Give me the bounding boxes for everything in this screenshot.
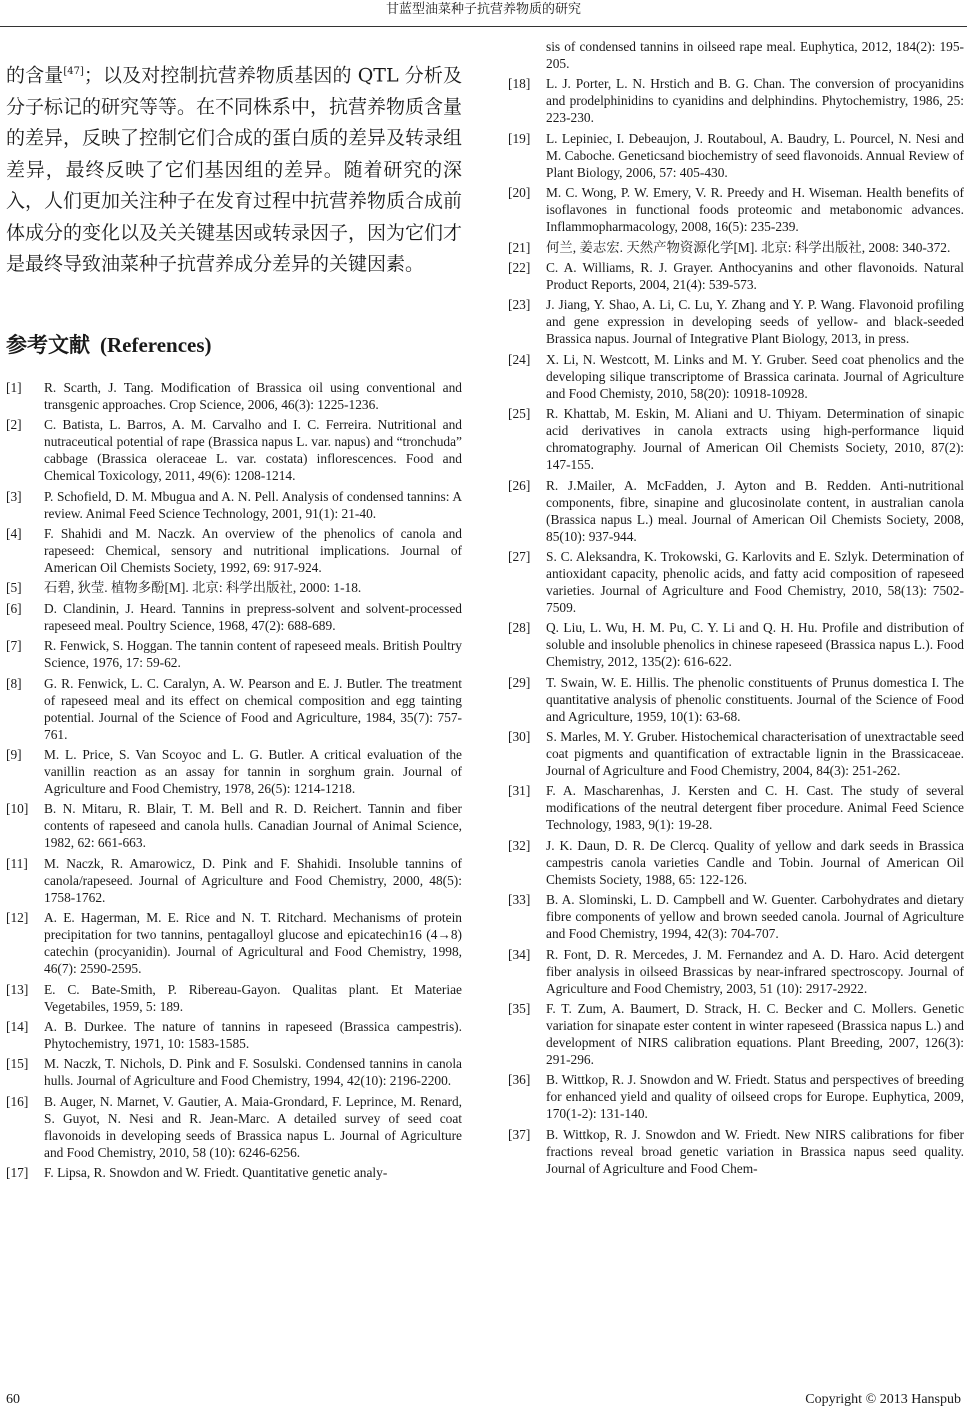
- reference-number: [31]: [508, 783, 531, 799]
- reference-number: [10]: [6, 801, 29, 817]
- reference-number: [7]: [6, 638, 22, 654]
- reference-text: C. Batista, L. Barros, A. M. Carvalho and I. C. Ferreira. Nutritional and nutraceutical potential of rape (Brassica napus L. var. napus) and “tronchuda” cabbage (Brassica oleraceae L. var. costata) inflorescences. Food and Chemical Toxicology, 2011, 49(6): 1208-1214.: [44, 417, 462, 484]
- reference-item: [508, 619, 964, 670]
- reference-text: L. Lepiniec, I. Debeaujon, J. Routaboul, A. Baudry, L. Pourcel, N. Nesi and M. Caboche. Geneticsand biochemistry of seed flavonoids. Annual Review of Plant Biology, 2006, 57: 405-430.: [546, 130, 964, 180]
- running-header-title: 甘蓝型油菜种子抗营养物质的研究: [385, 2, 581, 17]
- reference-item: [508, 1126, 964, 1177]
- reference-item: [6, 746, 462, 797]
- intro-text-post: ；以及对控制抗营养物质基因的 QTL 分析及分子标记的研究等等。在不同株系中，抗营养物质含量的差异，反映了控制它们合成的蛋白质的差异及转录组差异，最终反映了它们基因组的差异。随着研究的深入，人们更加关注种子在发育过程中抗营养物质合成前体成分的变化以及关关键基因或转录因子，因为它们才是最终导致油菜种子抗营养成分差异的关键因素。: [6, 64, 463, 276]
- reference-item: [6, 600, 462, 634]
- reference-text: C. A. Williams, R. J. Grayer. Anthocyanins and other flavonoids. Natural Product Reports, 2004, 21(4): 539-573.: [546, 259, 964, 292]
- reference-item: [6, 525, 462, 576]
- reference-number: [32]: [508, 837, 531, 853]
- reference-text: B. A. Slominski, L. D. Campbell and W. Guenter. Carbohydrates and dietary fibre components of yellow and brown seeded canola. Journal of Agriculture and Food Chemistry, 1994, 42(3): 704-707.: [546, 892, 964, 942]
- reference-text: B. Wittkop, R. J. Snowdon and W. Friedt. New NIRS calibrations for fiber fractions reveal broad genetic variation in Brassica napus seed quality. Journal of Agriculture and Food Chem-: [546, 1126, 964, 1176]
- reference-item: [508, 1071, 964, 1122]
- reference-number: [6]: [6, 600, 22, 616]
- reference-text: B. N. Mitaru, R. Blair, T. M. Bell and R. D. Reichert. Tannin and fiber contents of rapeseed and canola hulls. Canadian Journal of Animal Science, 1982, 62: 661-663.: [44, 801, 462, 851]
- reference-item: [6, 800, 462, 851]
- reference-number: [8]: [6, 675, 22, 691]
- reference-item: [6, 675, 462, 743]
- reference-number: [24]: [508, 351, 531, 367]
- reference-text: R. Fenwick, S. Hoggan. The tannin content of rapeseed meals. British Poultry Science, 1976, 17: 59-62.: [44, 638, 462, 671]
- reference-number: [33]: [508, 892, 531, 908]
- reference-text: S. C. Aleksandra, K. Trokowski, G. Karlovits and E. Szlyk. Determination of antioxidant capacity, phenolic acids, and fatty acid composition of rapeseed varieties. Journal of Agriculture and Food Chemistry, 2010, 58(13): 7502-7509.: [546, 548, 964, 615]
- reference-item: [508, 259, 964, 293]
- intro-paragraph: [6, 56, 462, 281]
- reference-item: [508, 891, 964, 942]
- reference-item: [508, 405, 964, 473]
- reference-number: [19]: [508, 130, 531, 146]
- reference-list-right: [508, 75, 964, 1176]
- reference-item: [6, 981, 462, 1015]
- reference-text: F. T. Zum, A. Baumert, D. Strack, H. C. Becker and C. Mollers. Genetic variation for sinapate ester content in winter rapeseed (Brassica napus L.) and development of NIRS calibration equations. Plant Breeding, 2007, 126(3): 291-296.: [546, 1001, 964, 1068]
- reference-text: 何兰, 姜志宏. 天然产物资源化学[M]. 北京: 科学出版社, 2008: 340-372.: [546, 239, 951, 255]
- reference-text: B. Auger, N. Marnet, V. Gautier, A. Maia-Grondard, F. Leprince, M. Renard, S. Guyot, N. Nesi and R. Jean-Marc. A detailed survey of seed coat flavonoids in developing seeds of Brassica napus L. Journal of Agriculture and Food Chemistry, 2010, 58 (10): 6246-6256.: [44, 1093, 462, 1160]
- reference-number: [23]: [508, 297, 531, 313]
- reference-number: [35]: [508, 1001, 531, 1017]
- reference-number: [36]: [508, 1072, 531, 1088]
- reference-text: J. K. Daun, D. R. De Clercq. Quality of yellow and dark seeds in Brassica campestris canola varieties Candle and Tobin. Journal of American Oil Chemists Society, 1988, 65: 122-126.: [546, 837, 964, 887]
- reference-item: [508, 351, 964, 402]
- reference-number: [26]: [508, 477, 531, 493]
- reference-text: J. Jiang, Y. Shao, A. Li, C. Lu, Y. Zhang and Y. P. Wang. Flavonoid profiling and gene expression in developing seeds of yellow- and black-seeded Brassica napus. Journal of Integrative Plant Biology, 2013, in press.: [546, 297, 964, 347]
- running-header: [0, 0, 967, 27]
- reference-item: [6, 1055, 462, 1089]
- reference-number: [1]: [6, 379, 22, 395]
- reference-text: L. J. Porter, L. N. Hrstich and B. G. Chan. The conversion of procyanidins and prodelphinidins to cyanidins and delphindins. Phytochemistry, 1986, 25: 223-230.: [546, 76, 964, 126]
- reference-text: E. C. Bate-Smith, P. Ribereau-Gayon. Qualitas plant. Et Materiae Vegetabiles, 1959, 5: 189.: [44, 981, 462, 1014]
- reference-item: [508, 674, 964, 725]
- reference-text: 石碧, 狄莹. 植物多酚[M]. 北京: 科学出版社, 2000: 1-18.: [44, 580, 362, 596]
- reference-item: [508, 239, 964, 256]
- reference-number: [4]: [6, 526, 22, 541]
- reference-text: S. Marles, M. Y. Gruber. Histochemical characterisation of unextractable seed coat pigments and quantification of extractable lignin in the Brassicaceae. Journal of Agriculture and Food Chemistry, 2004, 84(3): 251-262.: [546, 729, 964, 779]
- reference-text: R. Scarth, J. Tang. Modification of Brassica oil using conventional and transgenic approaches. Crop Science, 2006, 46(3): 1225-1236.: [44, 379, 462, 412]
- reference-text: A. E. Hagerman, M. E. Rice and N. T. Ritchard. Mechanisms of protein precipitation for two tannins, pentagalloyl glucose and epicatechin16 (4→8) catechin (procyanidin). Journal of Agricultural and Food Chemistry, 1998, 46(7): 2590-2595.: [44, 910, 462, 977]
- reference-text: X. Li, N. Westcott, M. Links and M. Y. Gruber. Seed coat phenolics and the developing silique transcriptome of Brassica carinata. Journal of Agriculture and Food Chemisty, 2010, 58(20): 10918-10928.: [546, 351, 964, 401]
- reference-text: A. B. Durkee. The nature of tannins in rapeseed (Brassica campestris). Phytochemistry, 1971, 10: 1583-1585.: [44, 1018, 462, 1051]
- references-heading-en: (References): [100, 332, 212, 357]
- reference-text: M. Naczk, R. Amarowicz, D. Pink and F. Shahidi. Insoluble tannins of canola/rapeseed. Journal of Agriculture and Food Chemistry, 2000, 48(5): 1758-1762.: [44, 855, 462, 905]
- reference-item: [508, 946, 964, 997]
- reference-number: [9]: [6, 746, 22, 762]
- reference-number: [25]: [508, 406, 531, 422]
- reference-list-left: [6, 379, 462, 1181]
- reference-text: M. L. Price, S. Van Scoyoc and L. G. Butler. A critical evaluation of the vanillin reaction as an assay for tannin in sorghum grain. Journal of Agriculture and Food Chemistry, 1978, 26(5): 1214-1218.: [44, 746, 462, 796]
- reference-item: [508, 75, 964, 126]
- reference-number: [2]: [6, 417, 22, 433]
- reference-item: [6, 416, 462, 484]
- reference-number: [12]: [6, 910, 29, 926]
- right-column: [508, 38, 964, 1180]
- reference-number: [37]: [508, 1126, 531, 1142]
- reference-text: G. R. Fenwick, L. C. Caralyn, A. W. Pearson and E. J. Butler. The treatment of rapeseed meal and its effect on chemical composition and egg tainting potential. Journal of the Science of Food and Agriculture, 1984, 35(7): 757-761.: [44, 675, 462, 742]
- reference-number: [3]: [6, 488, 22, 504]
- reference-item: [6, 909, 462, 977]
- reference-text: R. J.Mailer, A. McFadden, J. Ayton and B. Redden. Anti-nutritional components, fibre, sinapine and glucosinolate content, in australian canola (Brassica napus L.) meal. Journal of American Oil Chemists Society, 2008, 85(10): 937-944.: [546, 477, 964, 544]
- reference-item: [508, 477, 964, 545]
- reference-number: [30]: [508, 729, 531, 745]
- reference-text: Q. Liu, L. Wu, H. M. Pu, C. Y. Li and Q. H. Hu. Profile and distribution of soluble and insoluble phenolics in chinese rapeseed (Brassica napus L.). Food Chemistry, 2012, 135(2): 616-622.: [546, 620, 964, 670]
- reference-text: F. A. Mascharenhas, J. Kersten and C. H. Cast. The study of several modifications of the neutral detergent fiber procedure. Animal Feed Science Technology, 1983, 9(1): 19-28.: [546, 783, 964, 833]
- reference-text: M. C. Wong, P. W. Emery, V. R. Preedy and H. Wiseman. Health benefits of isoflavones in functional foods proteomic and metabonomic advances. Inflammopharmacology, 2008, 16(5): 235-239.: [546, 185, 964, 235]
- page-number: 60: [6, 1392, 20, 1407]
- reference-number: [15]: [6, 1056, 29, 1072]
- copyright-notice: Copyright © 2013 Hanspub: [805, 1392, 961, 1407]
- reference-item: [508, 1000, 964, 1068]
- reference-number: [22]: [508, 259, 531, 275]
- reference-text: F. Shahidi and M. Naczk. An overview of the phenolics of canola and rapeseed: Chemical, sensory and nutritional implications. Journal of American Oil Chemists Society, 1992, 69: 917-924.: [44, 526, 462, 575]
- reference-number: [11]: [6, 855, 28, 871]
- reference-item: [6, 855, 462, 906]
- reference-item: [6, 637, 462, 671]
- reference-text: R. Font, D. R. Mercedes, J. M. Fernandez and A. D. Haro. Acid detergent fiber analysis in oilseed Brassicas by near-infrared spectroscopy. Journal of Agriculture and Food Chemistry, 2003, 51 (10): 2917-2922.: [546, 946, 964, 996]
- reference-number: [5]: [6, 580, 22, 596]
- reference-text: R. Khattab, M. Eskin, M. Aliani and U. Thiyam. Determination of sinapic acid derivatives in canola extracts using high-performance liquid chromatography. Journal of American Oil Chemists Society, 2010, 87(2): 147-155.: [546, 406, 964, 473]
- reference-item: [6, 1018, 462, 1052]
- reference-text: D. Clandinin, J. Heard. Tannins in prepress-solvent and solvent-processed rapeseed meal. Poultry Science, 1968, 47(2): 688-689.: [44, 600, 462, 633]
- reference-number: [18]: [508, 76, 531, 92]
- reference-item: [6, 379, 462, 413]
- left-column: [6, 56, 462, 1184]
- reference-item: [508, 296, 964, 347]
- reference-item: [508, 130, 964, 181]
- reference-number: [29]: [508, 674, 531, 690]
- reference-17-continuation: sis of condensed tannins in oilseed rape meal. Euphytica, 2012, 184(2): 195-205.: [546, 39, 964, 71]
- reference-number: [34]: [508, 946, 531, 962]
- reference-item: [508, 837, 964, 888]
- intro-text-pre: 的含量: [6, 64, 64, 87]
- reference-number: [21]: [508, 239, 531, 255]
- references-heading-cn: 参考文献: [6, 332, 90, 357]
- reference-item: [6, 579, 462, 596]
- reference-number: [14]: [6, 1018, 29, 1034]
- reference-text: M. Naczk, T. Nichols, D. Pink and F. Sosulski. Condensed tannins in canola hulls. Journal of Agriculture and Food Chemistry, 1994, 42(10): 2196-2200.: [44, 1056, 462, 1089]
- reference-item: [508, 782, 964, 833]
- reference-item: [508, 184, 964, 235]
- citation-47: [47]: [63, 66, 84, 77]
- reference-text: B. Wittkop, R. J. Snowdon and W. Friedt. Status and perspectives of breeding for enhanced yield and quality of oilseed crops for Europe. Euphytica, 2009, 170(1-2): 131-140.: [546, 1072, 964, 1122]
- reference-item: [508, 548, 964, 616]
- reference-number: [27]: [508, 548, 531, 564]
- reference-text: F. Lipsa, R. Snowdon and W. Friedt. Quantitative genetic analy-: [44, 1165, 388, 1181]
- reference-number: [28]: [508, 620, 531, 636]
- references-heading: [6, 329, 462, 359]
- reference-item: [6, 1164, 462, 1181]
- reference-item: [6, 488, 462, 522]
- reference-number: [20]: [508, 185, 531, 201]
- reference-item: [508, 728, 964, 779]
- reference-number: [13]: [6, 981, 29, 997]
- reference-number: [17]: [6, 1165, 29, 1181]
- reference-item: [6, 1093, 462, 1161]
- reference-text: P. Schofield, D. M. Mbugua and A. N. Pell. Analysis of condensed tannins: A review. Animal Feed Science Technology, 2001, 91(1): 21-40.: [44, 488, 462, 521]
- reference-number: [16]: [6, 1093, 29, 1109]
- reference-text: T. Swain, W. E. Hillis. The phenolic constituents of Prunus domestica I. The quantitative analysis of phenolic constituents. Journal of the Science of Food and Agriculture, 1959, 10(1): 63-68.: [546, 674, 964, 724]
